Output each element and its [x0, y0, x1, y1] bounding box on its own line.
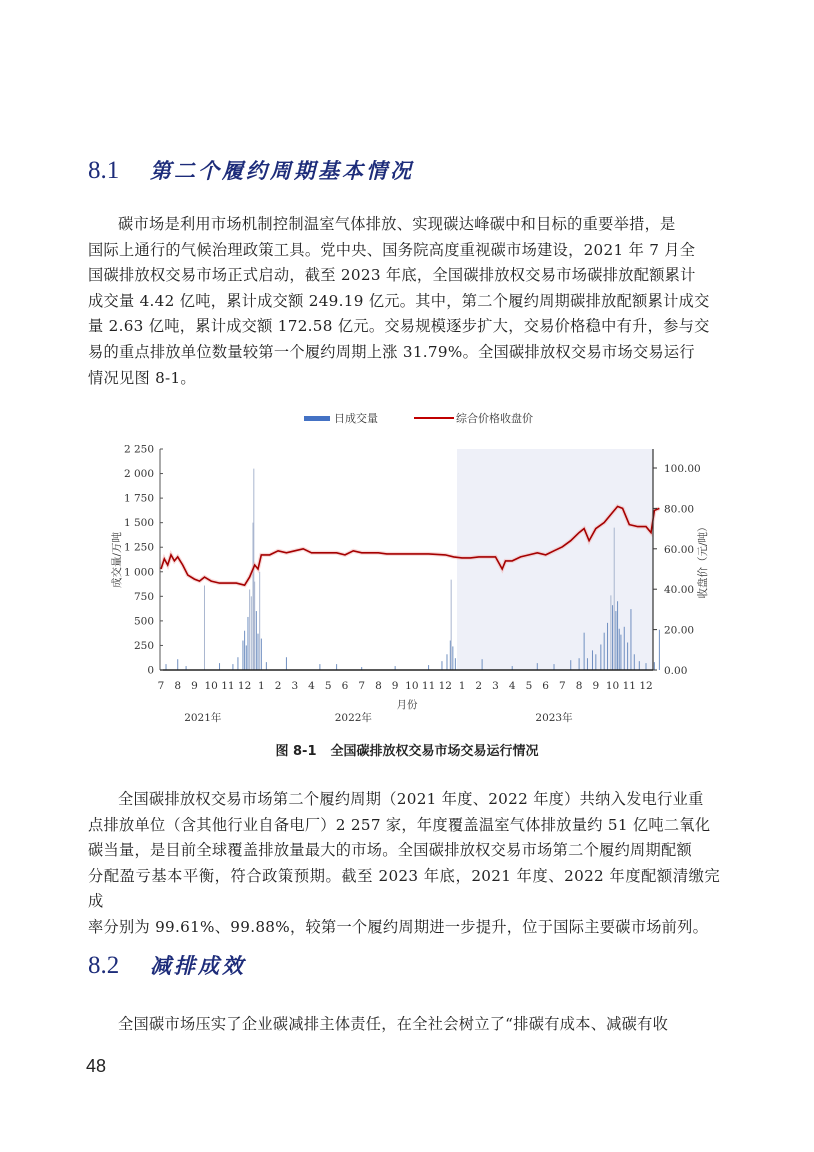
x-tick-label: 11 — [421, 680, 436, 692]
bar-swatch-icon — [304, 416, 330, 421]
x-tick-label: 8 — [375, 680, 382, 692]
text-line: 分配盈亏基本平衡，符合政策预期。截至 2023 年底，2021 年度、2022 年度配额清缴完成 — [88, 866, 720, 911]
line-swatch-icon — [414, 417, 454, 419]
left-tick-label: 2 250 — [123, 443, 154, 456]
shaded-period — [457, 449, 653, 670]
left-axis-title: 成交量/万吨 — [111, 531, 123, 589]
paragraph-coverage — [88, 787, 720, 941]
text-line: 点排放单位（含其他行业自备电厂）2 257 家，年度覆盖温室气体排放量约 51 亿吨二氧化 — [88, 815, 711, 834]
left-tick-label: 0 — [147, 664, 154, 677]
x-axis-title: 月份 — [396, 699, 418, 711]
left-tick-label: 1 000 — [123, 566, 154, 579]
text-line: 全国碳市场压实了企业碳减排主体责任，在全社会树立了“排碳有成本、减碳有收 — [118, 1015, 669, 1033]
year-label: 2021年 — [184, 712, 222, 724]
right-tick-label: 0.00 — [664, 665, 688, 677]
text-line: 易的重点排放单位数量较第一个履约周期上涨 31.79%。全国碳排放权交易市场交易运行 — [88, 342, 695, 361]
x-tick-label: 7 — [559, 680, 566, 692]
paragraph-effects — [88, 1012, 720, 1038]
x-tick-label: 1 — [458, 680, 466, 692]
section-heading-8-2 — [88, 950, 246, 980]
x-tick-label: 10 — [405, 680, 419, 692]
x-tick-label: 11 — [221, 680, 235, 692]
x-tick-label: 12 — [237, 680, 252, 692]
section-title: 减排成效 — [150, 954, 246, 978]
left-tick-label: 1 500 — [123, 517, 154, 530]
text-line: 国际上通行的气候治理政策工具。党中央、国务院高度重视碳市场建设，2021 年 7 月全 — [88, 240, 696, 259]
left-tick-label: 2 000 — [123, 468, 154, 481]
text-line: 量 2.63 亿吨，累计成交额 172.58 亿元。交易规模逐步扩大，交易价格稳中有升，参与交 — [88, 317, 710, 336]
year-label: 2023年 — [535, 712, 573, 724]
text-line: 碳市场是利用市场机制控制温室气体排放、实现碳达峰碳中和目标的重要举措，是 — [118, 215, 676, 233]
left-tick-label: 500 — [133, 615, 154, 628]
section-heading-8-1 — [88, 155, 414, 185]
text-line: 情况见图 8-1。 — [88, 368, 196, 387]
x-tick-label: 11 — [622, 680, 636, 692]
left-tick-label: 250 — [133, 639, 154, 652]
x-tick-label: 6 — [341, 680, 349, 692]
x-tick-label: 4 — [508, 680, 516, 692]
left-tick-label: 1 250 — [123, 541, 154, 554]
right-tick-label: 20.00 — [664, 624, 695, 637]
chart-legend — [304, 410, 569, 426]
x-tick-label: 9 — [391, 680, 399, 692]
text-line: 成交量 4.42 亿吨，累计成交额 249.19 亿元。其中，第二个履约周期碳排放配额累计成交 — [88, 291, 710, 310]
figure-number: 图 8-1 — [275, 744, 317, 759]
section-number: 8.2 — [88, 952, 120, 979]
x-tick-label: 2 — [475, 680, 483, 692]
x-tick-label: 6 — [542, 680, 549, 692]
right-axis-title: 收盘价（元/吨） — [697, 521, 709, 599]
x-tick-label: 3 — [291, 680, 299, 692]
year-label: 2022年 — [334, 712, 372, 724]
x-tick-label: 8 — [174, 680, 182, 692]
x-tick-label: 1 — [258, 680, 265, 692]
left-tick-label: 1 750 — [123, 492, 154, 505]
section-title: 第二个履约周期基本情况 — [150, 159, 414, 183]
x-tick-label: 10 — [204, 680, 218, 692]
right-tick-label: 60.00 — [664, 543, 695, 556]
x-tick-label: 5 — [525, 680, 533, 692]
section-number: 8.1 — [88, 157, 120, 184]
legend-label: 综合价格收盘价 — [456, 412, 533, 425]
right-tick-label: 80.00 — [664, 503, 695, 516]
right-tick-label: 100.00 — [664, 463, 701, 475]
x-tick-label: 7 — [358, 680, 366, 692]
page-number: 48 — [86, 1056, 107, 1076]
text-line: 碳当量，是目前全球覆盖排放量最大的市场。全国碳排放权交易市场第二个履约周期配额 — [88, 841, 693, 860]
right-tick-label: 40.00 — [664, 584, 695, 597]
x-tick-label: 9 — [191, 680, 198, 692]
price-line-glow — [161, 506, 659, 585]
text-line: 全国碳排放权交易市场第二个履约周期（2021 年度、2022 年度）共纳入发电行业重 — [118, 790, 704, 808]
x-tick-label: 10 — [605, 680, 620, 692]
paragraph-intro — [88, 212, 720, 391]
x-tick-label: 12 — [639, 680, 653, 692]
legend-item-volume — [304, 410, 378, 426]
figure-caption — [0, 740, 814, 759]
legend-label: 日成交量 — [334, 412, 378, 425]
x-tick-label: 4 — [308, 680, 315, 692]
text-line: 率分别为 99.61%、99.88%，较第一个履约周期进一步提升，位于国际主要碳市场前列。 — [88, 917, 709, 936]
x-tick-label: 12 — [438, 680, 452, 692]
x-tick-label: 9 — [592, 680, 600, 692]
x-tick-label: 8 — [575, 680, 583, 692]
x-tick-label: 7 — [157, 680, 165, 692]
x-tick-label: 3 — [492, 680, 499, 692]
legend-item-price — [414, 410, 533, 426]
x-tick-label: 5 — [324, 680, 332, 692]
text-line: 国碳排放权交易市场正式启动，截至 2023 年底，全国碳排放权交易市场碳排放配额累计 — [88, 266, 696, 285]
x-tick-label: 2 — [274, 680, 282, 692]
figure-caption-text: 全国碳排放权交易市场交易运行情况 — [330, 744, 539, 759]
left-tick-label: 750 — [133, 590, 154, 603]
price-line — [161, 506, 659, 585]
